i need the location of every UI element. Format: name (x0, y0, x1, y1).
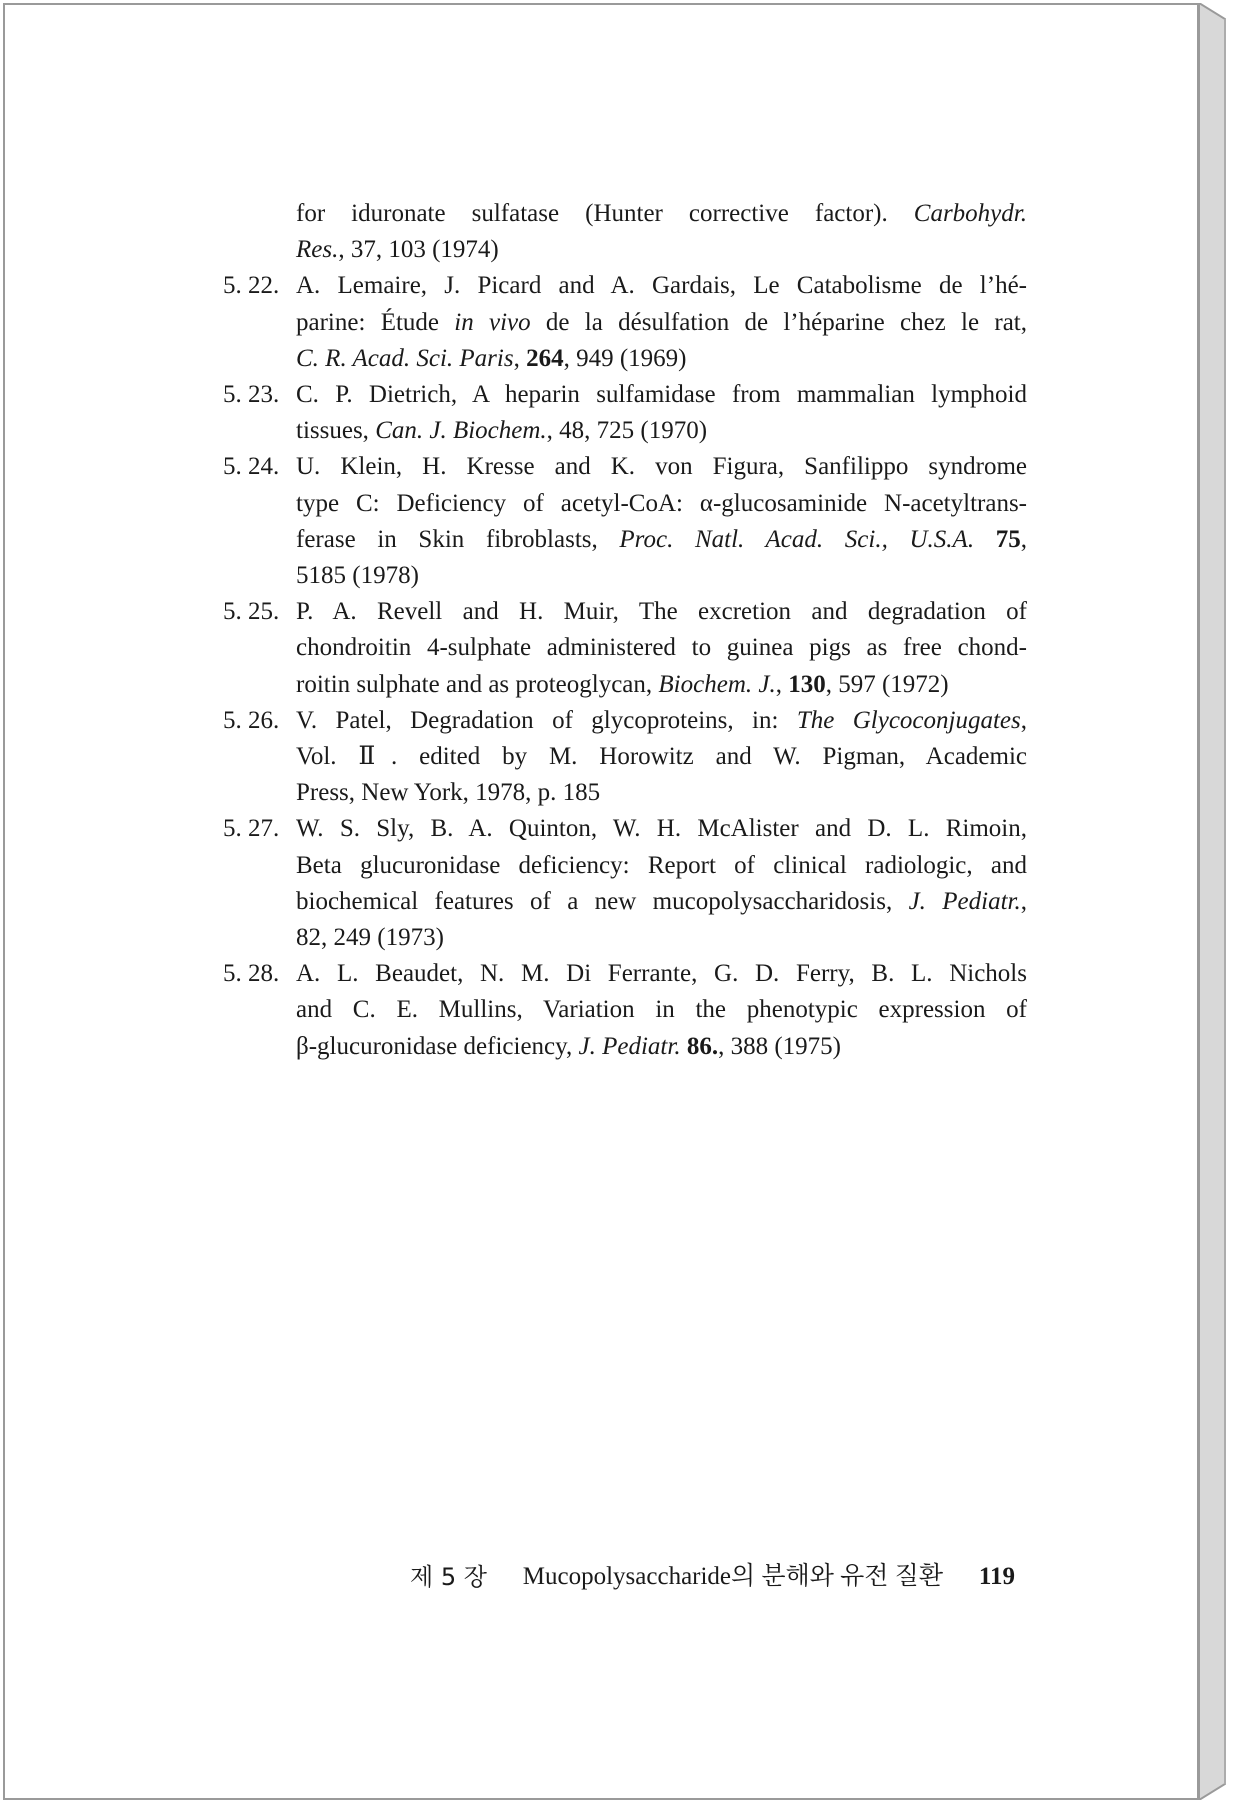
reference-text: P. A. Revell and H. Muir, The excretion and degradation of (296, 598, 1027, 626)
reference-text: , (1020, 525, 1027, 553)
reference-line (296, 813, 1027, 849)
citation-source: Proc. Natl. Acad. Sci., U.S.A. (619, 525, 975, 553)
citation-source: Res. (296, 236, 339, 264)
reference-line (296, 451, 1027, 487)
reference-text: roitin sulphate and as proteoglycan, (296, 670, 659, 698)
reference-text (974, 526, 996, 553)
reference-line (296, 886, 1027, 922)
reference-text: , (1020, 887, 1027, 915)
reference-text: , (513, 344, 527, 372)
reference-text: 5185 (1978) (296, 562, 419, 589)
reference-text: , 597 (1972) (825, 670, 949, 698)
citation-source: Biochem. J. (658, 670, 776, 698)
citation-source: C. R. Acad. Sci. Paris (296, 344, 514, 372)
reference-line (296, 777, 600, 813)
reference-text: ferase in Skin fibroblasts, (296, 525, 620, 553)
reference-line (296, 705, 1027, 741)
reference-line (296, 632, 1027, 668)
reference-text: de la désulfation de l’héparine chez le rat, (530, 308, 1027, 336)
reference-text: C. P. Dietrich, A heparin sulfamidase from mammalian lymphoid (296, 381, 1027, 408)
citation-source: in vivo (454, 308, 531, 336)
reference-text: , 48, 725 (1970) (546, 417, 708, 445)
page-number: 119 (978, 1563, 1015, 1590)
citation-volume: 130 (788, 670, 826, 698)
reference-number: 5. 25. (223, 598, 280, 626)
reference-text: , 37, 103 (1974) (338, 236, 499, 264)
reference-line (296, 958, 1027, 994)
reference-text: chondroitin 4-sulphate administered to guinea pigs as free chond- (296, 634, 1027, 662)
reference-text: parine: Étude (296, 308, 455, 336)
citation-source: J. Pediatr. (908, 887, 1021, 915)
citation-volume: 75 (995, 525, 1021, 553)
reference-number: 5. 24. (223, 453, 280, 481)
reference-text: , (775, 670, 789, 698)
reference-text: W. S. Sly, B. A. Quinton, W. H. McAlister and D. L. Rimoin, (296, 815, 1027, 843)
reference-line (296, 488, 1027, 524)
reference-text: Press, New York, 1978, p. 185 (296, 779, 601, 807)
reference-text: , 388 (1975) (718, 1032, 841, 1060)
reference-text: U. Klein, H. Kresse and K. von Figura, Sanfilippo syndrome (296, 453, 1027, 481)
footer-chapter: 제 5 장 (410, 1563, 487, 1591)
reference-line (296, 669, 949, 705)
reference-text: for iduronate sulfatase (Hunter corrective factor). (296, 200, 914, 227)
reference-line (296, 524, 1027, 560)
reference-line (296, 994, 1027, 1030)
reference-line (296, 850, 1027, 886)
reference-line (296, 1031, 841, 1067)
reference-line (296, 234, 499, 270)
citation-source: The Glycoconjugates (796, 706, 1021, 734)
reference-text: Vol. Ⅱ. edited by M. Horowitz and W. Pigman, Academic (296, 743, 1027, 770)
reference-text: , (1020, 706, 1027, 734)
reference-line (296, 415, 707, 451)
reference-text: tissues, (296, 417, 376, 445)
reference-number: 5. 27. (223, 815, 280, 843)
reference-text: A. Lemaire, J. Picard and A. Gardais, Le Catabolisme de l’hé- (296, 272, 1027, 300)
reference-line (296, 379, 1027, 415)
reference-line (296, 922, 444, 958)
reference-line (296, 560, 419, 596)
reference-number: 5. 28. (223, 960, 280, 988)
reference-line (296, 307, 1027, 343)
reference-text: V. Patel, Degradation of glycoproteins, in: (296, 706, 797, 734)
page-footer (410, 1558, 1015, 1596)
reference-text: Beta glucuronidase deficiency: Report of clinical radiologic, and (296, 851, 1027, 879)
reference-number: 5. 22. (223, 272, 280, 300)
footer-title: Mucopolysaccharide의 분해와 유전 질환 (522, 1563, 943, 1590)
citation-source: Carbohydr. (913, 200, 1027, 227)
reference-text: β-glucuronidase deficiency, (296, 1032, 579, 1060)
reference-text: and C. E. Mullins, Variation in the phenotypic expression of (296, 996, 1027, 1024)
citation-volume: 86. (686, 1032, 719, 1060)
reference-text: , 949 (1969) (563, 344, 687, 372)
citation-source: J. Pediatr. (578, 1032, 681, 1060)
reference-line (296, 596, 1027, 632)
reference-text: type C: Deficiency of acetyl-CoA: α-glucosaminide N-acetyltrans- (296, 489, 1027, 517)
citation-source: Can. J. Biochem. (375, 417, 547, 445)
reference-text: biochemical features of a new mucopolysaccharidosis, (296, 887, 909, 915)
reference-line (296, 270, 1027, 306)
reference-text: 82, 249 (1973) (296, 924, 444, 951)
reference-number: 5. 26. (223, 706, 280, 734)
reference-text: A. L. Beaudet, N. M. Di Ferrante, G. D. Ferry, B. L. Nichols (296, 960, 1027, 988)
reference-number: 5. 23. (223, 381, 280, 408)
reference-line (296, 741, 1027, 777)
reference-line (296, 198, 1027, 234)
citation-volume: 264 (526, 344, 564, 372)
reference-line (296, 343, 686, 379)
